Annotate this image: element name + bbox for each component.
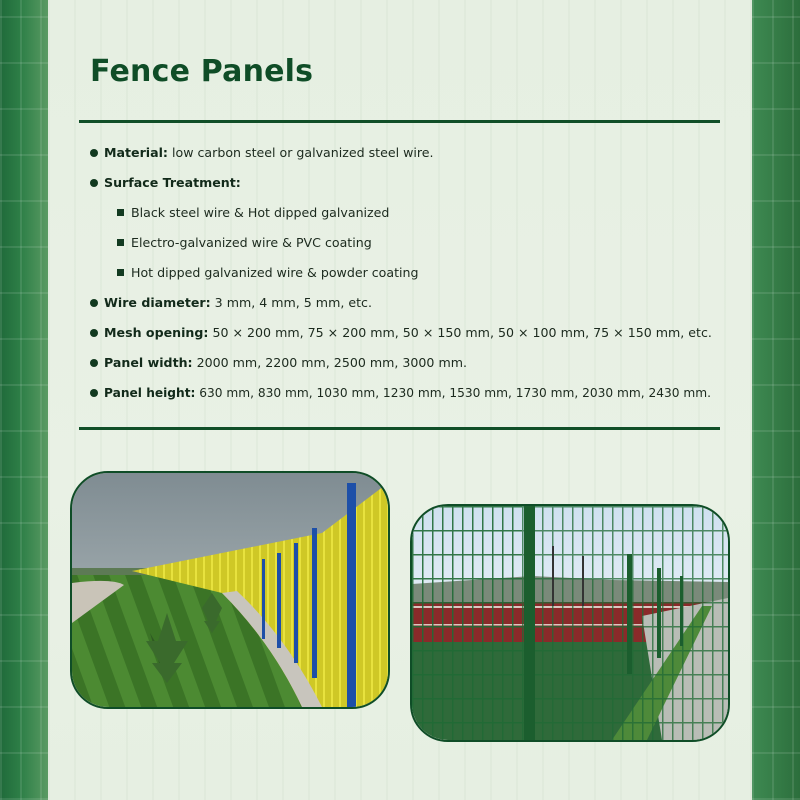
spec-mesh-opening xyxy=(90,322,712,344)
surface-item-label: Black steel wire & Hot dipped galvanized xyxy=(131,205,390,220)
green-fence-photo xyxy=(410,504,730,742)
spec-value: 630 mm, 830 mm, 1030 mm, 1230 mm, 1530 mm, 1730 mm, 2030 mm, 2430 mm. xyxy=(199,386,711,400)
page-title: Fence Panels xyxy=(90,54,314,89)
yellow-fence-illustration xyxy=(72,473,388,707)
bottom-divider xyxy=(79,427,720,430)
spec-key: Panel height: xyxy=(104,386,196,400)
spec-key: Material: xyxy=(104,145,168,160)
spec-surface xyxy=(90,172,241,194)
bullet-icon xyxy=(90,149,98,157)
surface-item xyxy=(117,262,419,284)
square-bullet-icon xyxy=(117,209,124,216)
bullet-icon xyxy=(90,299,98,307)
spec-value: 2000 mm, 2200 mm, 2500 mm, 3000 mm. xyxy=(196,355,467,370)
top-divider xyxy=(79,120,720,123)
spec-value: low carbon steel or galvanized steel wire. xyxy=(172,145,434,160)
spec-material xyxy=(90,142,434,164)
spec-key: Mesh opening: xyxy=(104,325,209,340)
spec-key: Surface Treatment: xyxy=(104,175,241,190)
spec-key: Wire diameter: xyxy=(104,295,211,310)
surface-item-label: Hot dipped galvanized wire & powder coating xyxy=(131,265,419,280)
spec-value: 50 × 200 mm, 75 × 200 mm, 50 × 150 mm, 50 × 100 mm, 75 × 150 mm, etc. xyxy=(212,325,712,340)
bullet-icon xyxy=(90,359,98,367)
surface-item xyxy=(117,232,372,254)
bullet-icon xyxy=(90,389,98,397)
spec-panel-width xyxy=(90,352,467,374)
spec-key: Panel width: xyxy=(104,355,193,370)
surface-item xyxy=(117,202,389,224)
left-decorative-band xyxy=(0,0,48,800)
spec-value: 3 mm, 4 mm, 5 mm, etc. xyxy=(214,295,372,310)
square-bullet-icon xyxy=(117,269,124,276)
spec-wire-diameter xyxy=(90,292,372,314)
surface-item-label: Electro-galvanized wire & PVC coating xyxy=(131,235,372,250)
square-bullet-icon xyxy=(117,239,124,246)
spec-panel-height xyxy=(90,382,711,404)
green-fence-illustration xyxy=(412,506,728,740)
bullet-icon xyxy=(90,179,98,187)
right-decorative-band xyxy=(752,0,800,800)
document-page xyxy=(48,0,752,800)
yellow-fence-photo xyxy=(70,471,390,709)
bullet-icon xyxy=(90,329,98,337)
